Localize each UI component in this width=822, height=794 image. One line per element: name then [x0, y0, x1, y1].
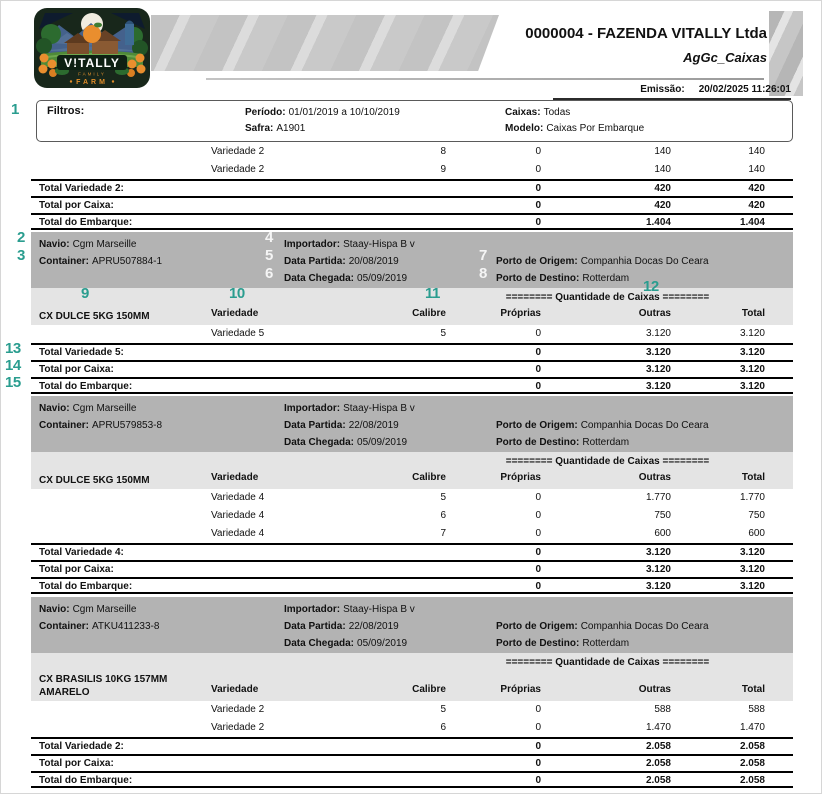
partida-value: 22/08/2019	[348, 420, 399, 431]
ship-col-2: Importador: Staay-Hispa B v Data Partida: 20/08/2019 Data Chegada: 05/09/2019	[284, 239, 415, 284]
caixas-value: Todas	[543, 107, 571, 118]
modelo-label: Modelo:	[505, 123, 544, 134]
col-calibre: Calibre	[412, 308, 446, 319]
total-row: Total Variedade 4: 0 3.120 3.120	[31, 543, 793, 560]
origem-value: Companhia Docas Do Ceara	[580, 256, 709, 267]
total-row: Total do Embarque: 0 3.120 3.120	[31, 377, 793, 394]
company-title: 0000004 - FAZENDA VITALLY Ltda	[525, 25, 767, 42]
report-header	[1, 1, 822, 143]
header-divider	[206, 78, 764, 80]
product-name: CX DULCE 5KG 150MM	[39, 311, 150, 322]
total-row: Total por Caixa: 0 2.058 2.058	[31, 754, 793, 771]
shipment-block	[31, 229, 793, 394]
qty-caixas-header: ======== Quantidade de Caixas ========	[505, 657, 710, 668]
ship-col-1: Navio: Cgm Marseille Container: APRU507884-1	[39, 239, 163, 267]
product-name: CX BRASILIS 10KG 157MM AMARELO	[39, 674, 168, 698]
modelo-value: Caixas Por Embarque	[546, 123, 645, 134]
destino-value: Rotterdam	[582, 273, 630, 284]
total-row: Total Variedade 2: 0 2.058 2.058	[31, 737, 793, 754]
origem-value: Companhia Docas Do Ceara	[580, 621, 709, 632]
annotation-5: 5	[265, 247, 273, 264]
ship-col-1: Navio: Cgm Marseille Container: APRU579853-8	[39, 403, 163, 431]
total-row: Total por Caixa: 0 3.120 3.120	[31, 360, 793, 377]
table-header: ======== Quantidade de Caixas ======== CX BRASILIS 10KG 157MM AMARELO Variedade Calibre Próprias Outras Total	[31, 653, 793, 701]
partida-value: 20/08/2019	[348, 256, 399, 267]
shipment-block	[31, 396, 793, 594]
navio-value: Cgm Marseille	[72, 239, 137, 250]
table-row	[31, 161, 793, 179]
annotation-8: 8	[479, 265, 487, 282]
total-row: Total do Embarque: 0 3.120 3.120	[31, 577, 793, 594]
chegada-value: 05/09/2019	[357, 273, 408, 284]
table-row: Variedade 2 5 0 588 588	[211, 704, 765, 715]
cell-proprias: 0	[535, 164, 541, 175]
navio-value: Cgm Marseille	[72, 604, 137, 615]
table-row: Variedade 4 7 0 600 600	[211, 528, 765, 539]
importador-value: Staay-Hispa B v	[343, 239, 415, 250]
origem-value: Companhia Docas Do Ceara	[580, 420, 709, 431]
annotation-15: 15	[5, 374, 21, 391]
annotation-10: 10	[229, 285, 245, 302]
cell-variedade: Variedade 2	[211, 164, 265, 175]
container-value: APRU579853-8	[92, 420, 163, 431]
annotation-1: 1	[11, 101, 19, 118]
table-row: Variedade 2 6 0 1.470 1.470	[211, 722, 765, 733]
partida-value: 22/08/2019	[348, 621, 399, 632]
report-body	[31, 143, 793, 788]
safra-value: A1901	[276, 123, 306, 134]
cell-proprias: 0	[535, 146, 541, 157]
destino-value: Rotterdam	[582, 437, 630, 448]
cell-outras: 140	[654, 164, 671, 175]
periodo-value: 01/01/2019 a 10/10/2019	[288, 107, 400, 118]
qty-caixas-header: ======== Quantidade de Caixas ========	[505, 456, 710, 467]
annotation-2: 2	[17, 229, 25, 246]
logo-family-text: FAMILY	[78, 71, 106, 77]
total-row: Total por Caixa: 0 420 420	[31, 196, 793, 213]
filter-periodo	[245, 107, 400, 118]
cell-calibre: 8	[440, 146, 446, 157]
cell-total: 140	[748, 164, 765, 175]
table-row: Variedade 4 6 0 750 750	[211, 510, 765, 521]
shipment-info	[31, 597, 793, 653]
shipment-block	[31, 597, 793, 788]
emission-bar	[553, 84, 791, 100]
qty-caixas-header: ======== Quantidade de Caixas ========	[505, 292, 710, 303]
container-value: ATKU411233-8	[92, 621, 160, 632]
col-outras: Outras	[638, 308, 671, 319]
importador-value: Staay-Hispa B v	[343, 604, 415, 615]
ship-col-3: Porto de Origem: Companhia Docas Do Ceara Porto de Destino: Rotterdam	[496, 256, 709, 284]
annotation-6: 6	[265, 265, 273, 282]
container-value: APRU507884-1	[92, 256, 163, 267]
total-row: Total do Embarque: 0 2.058 2.058	[31, 771, 793, 788]
annotation-11: 11	[425, 285, 440, 302]
logo-farm-text: FARM	[76, 79, 108, 86]
report-name: AgGc_Caixas	[683, 50, 767, 65]
safra-label: Safra:	[245, 123, 274, 134]
cell-calibre: 9	[440, 164, 446, 175]
chegada-value: 05/09/2019	[357, 437, 408, 448]
farm-logo-icon	[31, 7, 153, 89]
filter-safra	[245, 123, 305, 134]
table-header: ======== Quantidade de Caixas ======== CX DULCE 5KG 150MM Variedade Calibre Próprias Outras Total	[31, 452, 793, 489]
caixas-label: Caixas:	[505, 107, 541, 118]
annotation-9: 9	[81, 285, 89, 302]
col-total: Total	[741, 308, 765, 319]
table-row: Variedade 5 5 0 3.120 3.120	[211, 328, 765, 339]
total-row: Total Variedade 5: 0 3.120 3.120	[31, 343, 793, 360]
continuation-table	[31, 143, 793, 230]
destino-value: Rotterdam	[582, 638, 630, 649]
ship-col-2: Importador: Staay-Hispa B v Data Partida: 22/08/2019 Data Chegada: 05/09/2019	[284, 604, 415, 649]
total-row: Total do Embarque: 0 1.404 1.404	[31, 213, 793, 230]
navio-value: Cgm Marseille	[72, 403, 137, 414]
col-variedade: Variedade	[211, 308, 259, 319]
annotation-12: 12	[643, 278, 659, 295]
annotation-3: 3	[17, 247, 25, 264]
cell-total: 140	[748, 146, 765, 157]
table-row	[31, 143, 793, 161]
cell-outras: 140	[654, 146, 671, 157]
shipment-info	[31, 229, 793, 288]
header-banner	[151, 15, 499, 71]
filter-caixas	[505, 107, 570, 118]
total-row: Total por Caixa: 0 3.120 3.120	[31, 560, 793, 577]
emission-label: Emissão:	[640, 84, 685, 95]
annotation-4: 4	[265, 229, 273, 246]
periodo-label: Período:	[245, 107, 286, 118]
filter-modelo	[505, 123, 644, 134]
total-row: Total Variedade 2: 0 420 420	[31, 179, 793, 196]
ship-col-2: Importador: Staay-Hispa B v Data Partida: 22/08/2019 Data Chegada: 05/09/2019	[284, 403, 415, 448]
chegada-value: 05/09/2019	[357, 638, 408, 649]
annotation-13: 13	[5, 340, 21, 357]
shipment-info	[31, 396, 793, 452]
cell-variedade: Variedade 2	[211, 146, 265, 157]
ship-col-3: Porto de Origem: Companhia Docas Do Ceara Porto de Destino: Rotterdam	[496, 621, 709, 649]
annotation-7: 7	[479, 247, 487, 264]
importador-value: Staay-Hispa B v	[343, 403, 415, 414]
emission-value: 20/02/2025 11:26:01	[698, 84, 791, 95]
filters-title: Filtros:	[47, 105, 85, 117]
annotation-14: 14	[5, 357, 21, 374]
filters-box	[36, 100, 793, 142]
ship-col-1: Navio: Cgm Marseille Container: ATKU411233-8	[39, 604, 160, 632]
product-name: CX DULCE 5KG 150MM	[39, 475, 150, 486]
ship-col-3: Porto de Origem: Companhia Docas Do Ceara Porto de Destino: Rotterdam	[496, 420, 709, 448]
logo-name-text: V!TALLY	[64, 56, 120, 70]
table-row: Variedade 4 5 0 1.770 1.770	[211, 492, 765, 503]
col-proprias: Próprias	[500, 308, 541, 319]
